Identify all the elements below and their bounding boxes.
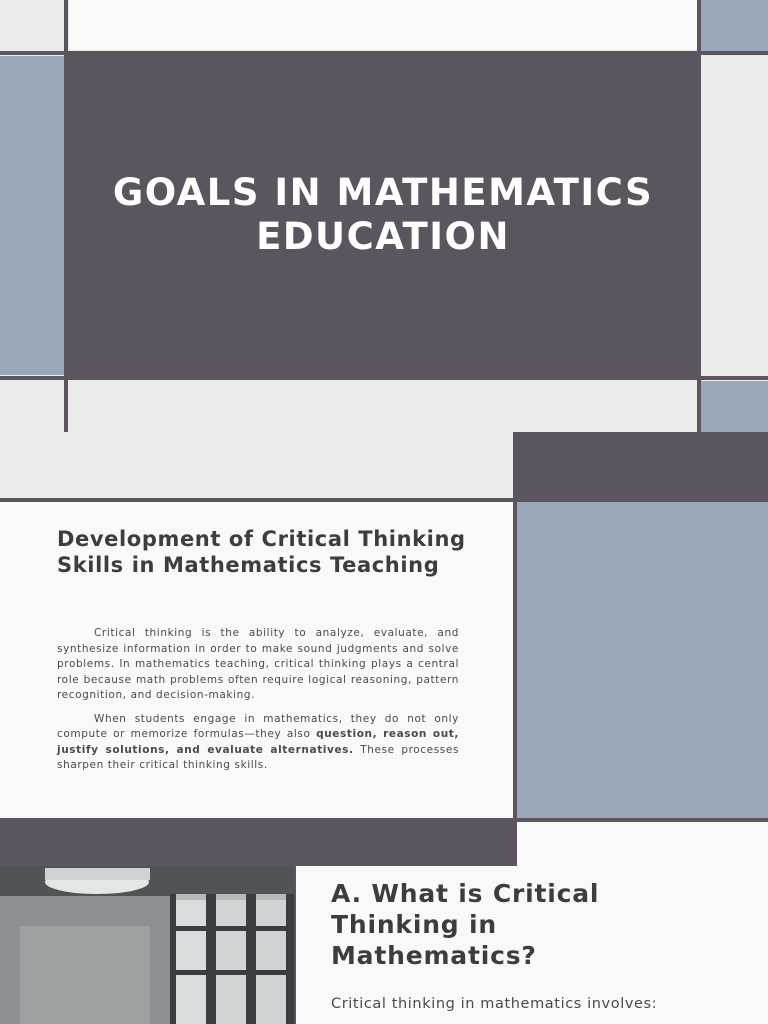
slide1-top-right-block [701,0,768,51]
paragraph-2-emphasis: question, reason out, justify solutions, and evaluate alternatives. [57,728,459,756]
paragraph-2-end: These processes sharpen their critical thinking skills. [57,743,460,771]
paragraph-2-start: When students engage in mathematics, they do not only compute or memorize formulas—they also [57,712,459,740]
slide1-top-panel [69,0,697,50]
slide2-bottom-left-block [0,822,513,866]
window-photo-illustration [0,866,294,1024]
slide1-title: GOALS IN MATHEMATICS EDUCATION [112,171,654,258]
title-box [66,53,700,377]
slide1-left-block [0,56,64,375]
slide3-heading: A. What is Critical Thinking in Mathematics? [331,879,600,970]
slide2-top-band [0,432,513,498]
slide2-heading: Development of Critical Thinking Skills in Mathematics Teaching [57,527,466,577]
slide2-bottom-right-panel [517,822,768,866]
classroom-photo [0,866,294,1024]
slide2-paragraph-2 [57,712,459,774]
slide1-bottom-right-block [701,381,768,432]
slide3-divider-v [294,866,296,1024]
slide3-intro: Critical thinking in mathematics involves: [331,996,658,1012]
slide2-body [57,626,459,782]
slide2-right-block [517,502,768,818]
slide2-top-right-block [513,432,768,498]
slide2-paragraph-1: Critical thinking is the ability to analyze, evaluate, and synthesize information in order to make sound judgments and solve problems. In mathematics teaching, critical thinking plays a central role because math problems often require logical reasoning, pattern recognition, and decision-making. [57,627,459,701]
